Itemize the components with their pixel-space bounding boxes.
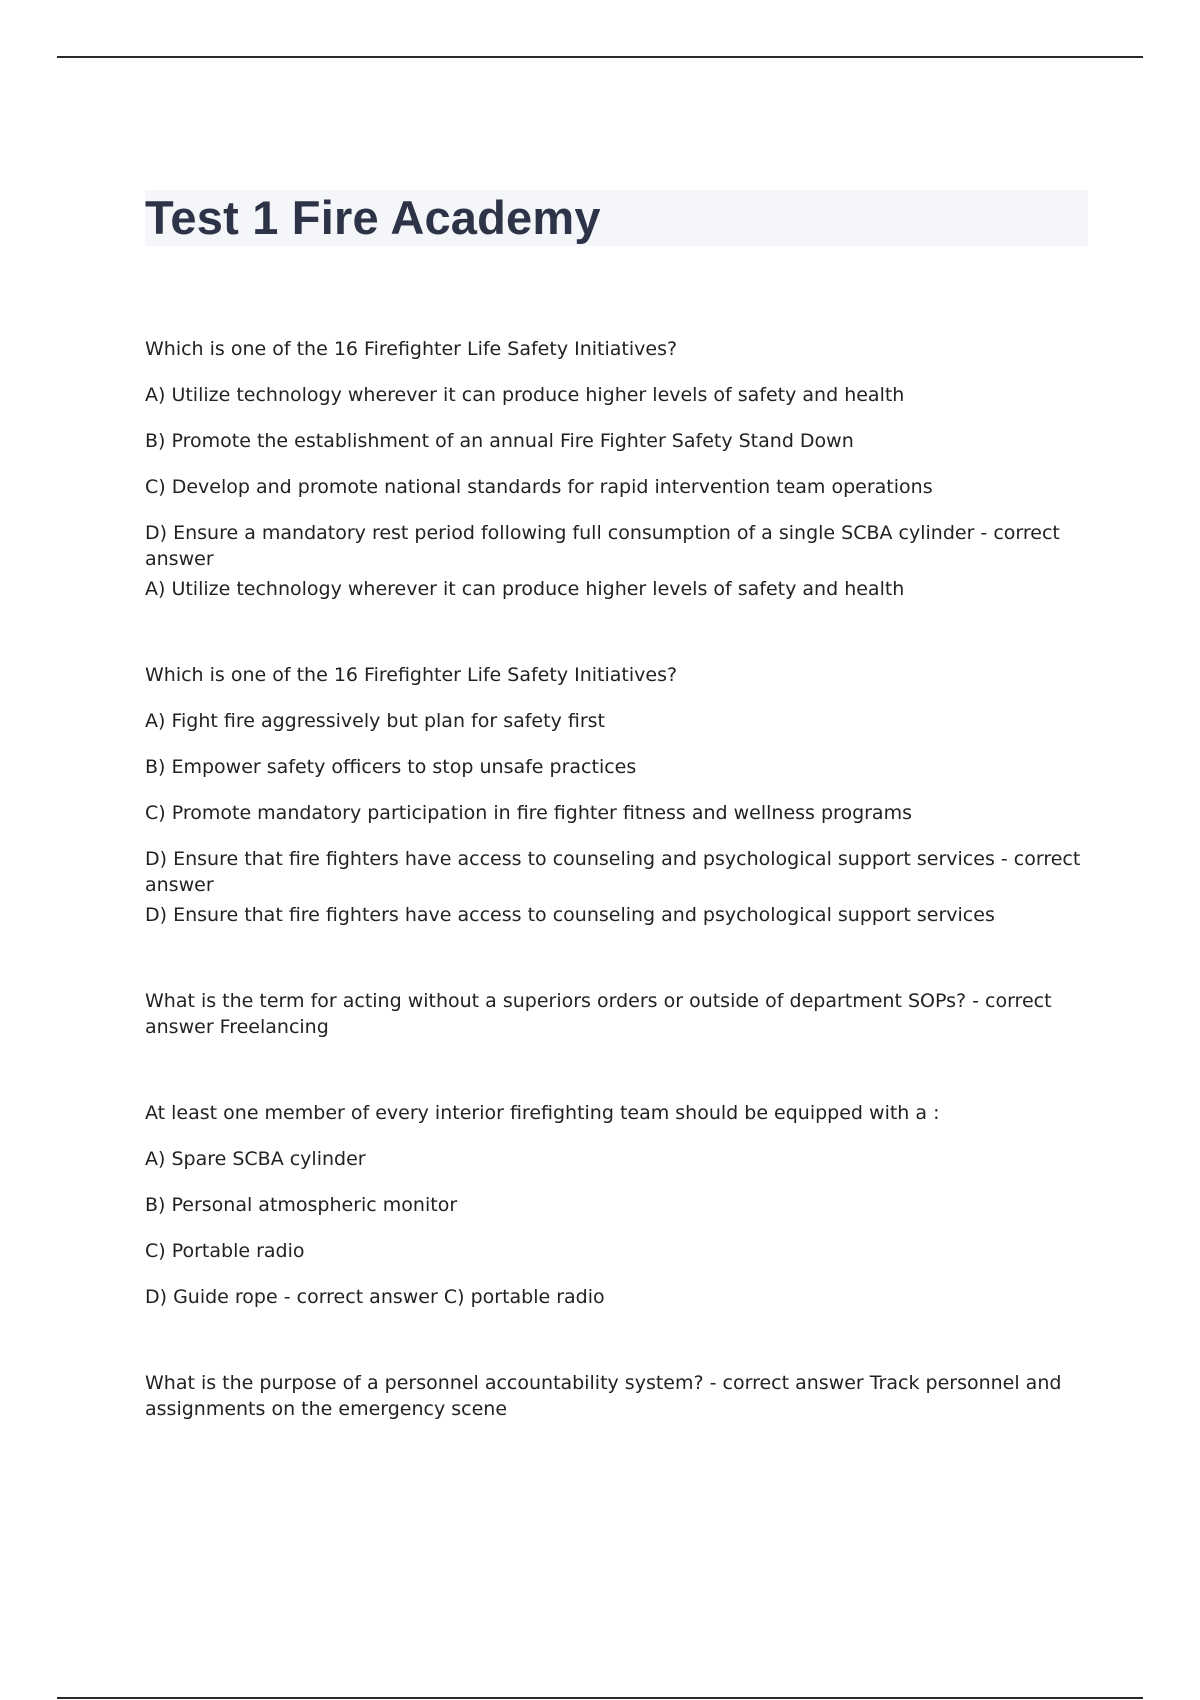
question-2 (145, 662, 1095, 928)
question-1 (145, 336, 1095, 602)
option-d: D) Guide rope - correct answer C) portable radio (145, 1286, 605, 1308)
option-a: A) Utilize technology wherever it can produce higher levels of safety and health (145, 384, 905, 406)
option-b: B) Promote the establishment of an annual Fire Fighter Safety Stand Down (145, 430, 854, 452)
option-c: C) Portable radio (145, 1240, 305, 1262)
question-text: What is the term for acting without a superiors orders or outside of department SOPs? - correct answer Freelancing (145, 990, 1052, 1038)
option-b: B) Empower safety officers to stop unsafe practices (145, 756, 637, 778)
answer-text: A) Utilize technology wherever it can produce higher levels of safety and health (145, 578, 905, 600)
top-rule (57, 56, 1143, 58)
question-stem: At least one member of every interior firefighting team should be equipped with a : (145, 1102, 940, 1124)
option-c: C) Develop and promote national standards for rapid intervention team operations (145, 476, 933, 498)
bottom-rule (57, 1697, 1143, 1699)
page-title: Test 1 Fire Academy (145, 191, 601, 244)
option-a: A) Spare SCBA cylinder (145, 1148, 366, 1170)
question-5 (145, 1370, 1095, 1422)
option-b: B) Personal atmospheric monitor (145, 1194, 458, 1216)
option-d: D) Ensure that fire fighters have access to counseling and psychological support services - correct answer (145, 848, 1081, 896)
option-d: D) Ensure a mandatory rest period following full consumption of a single SCBA cylinder - correct answer (145, 522, 1060, 570)
question-list (145, 336, 1095, 1482)
question-text: What is the purpose of a personnel accountability system? - correct answer Track personnel and assignments on the emergency scene (145, 1372, 1062, 1420)
question-3 (145, 988, 1095, 1040)
option-a: A) Fight fire aggressively but plan for safety first (145, 710, 605, 732)
answer-text: D) Ensure that fire fighters have access to counseling and psychological support services (145, 904, 995, 926)
question-stem: Which is one of the 16 Firefighter Life Safety Initiatives? (145, 664, 678, 686)
option-c: C) Promote mandatory participation in fire fighter fitness and wellness programs (145, 802, 912, 824)
question-stem: Which is one of the 16 Firefighter Life Safety Initiatives? (145, 338, 678, 360)
question-4 (145, 1100, 1095, 1310)
